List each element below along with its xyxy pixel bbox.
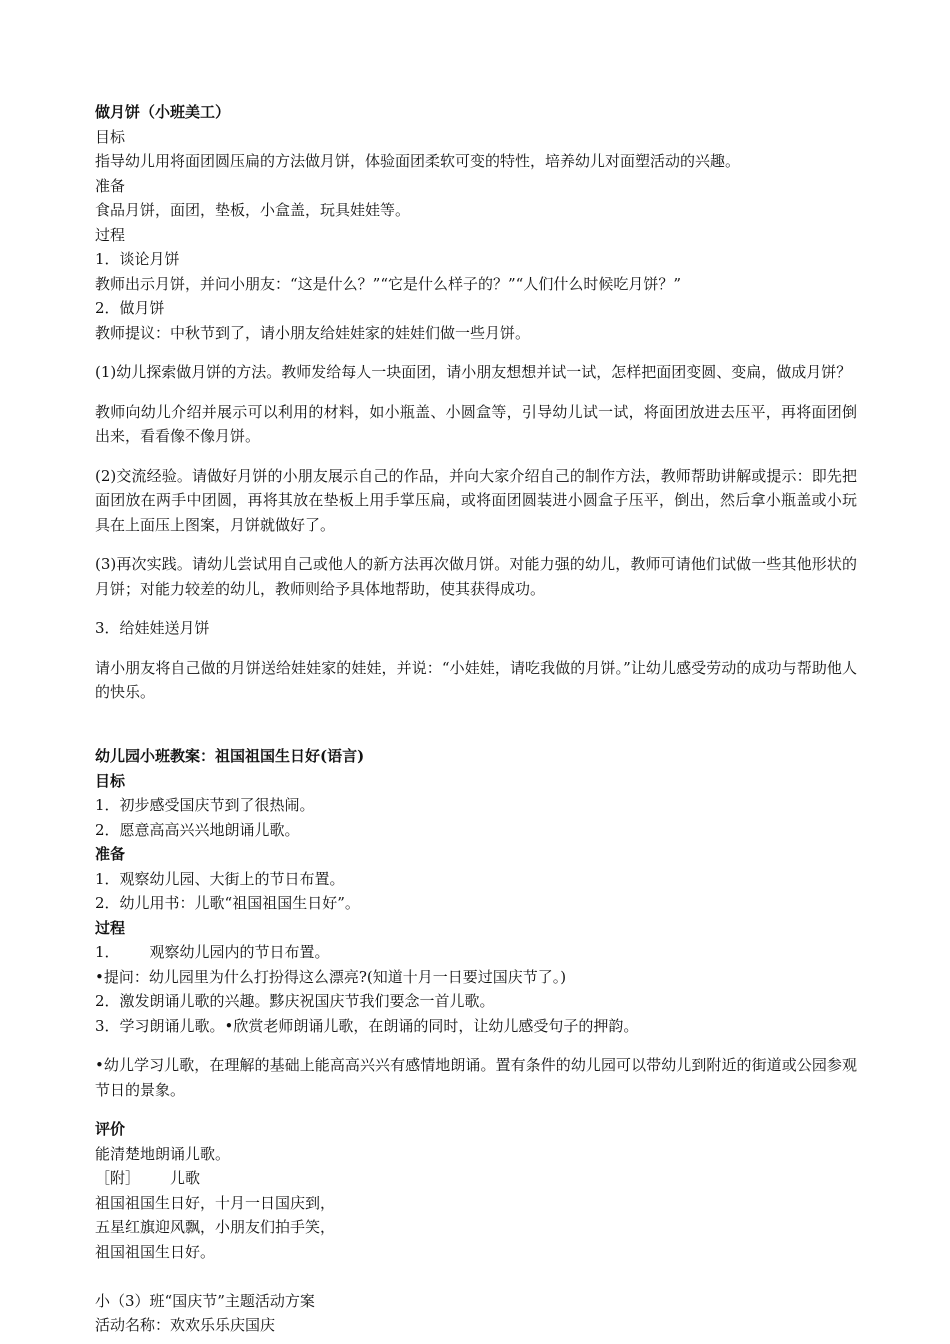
section2-goal-heading: 目标 (95, 771, 126, 790)
section2-title: 幼儿园小班教案：祖国祖国生日好(语言) (95, 747, 365, 765)
section1-prep-heading: 准备 (95, 176, 126, 195)
section2-process-1-number: 1． (95, 943, 120, 961)
poem-line-3: 祖国祖国生日好。 (95, 1242, 216, 1261)
section2-eval-text: 能清楚地朗诵儿歌。 (95, 1144, 231, 1163)
section-gap (95, 720, 857, 745)
section1-step2-paragraph-2: 教师向幼儿介绍并展示可以利用的材料，如小瓶盖、小圆盒等，引导幼儿试一试，将面团放进去压平，再将面团倒出来，看看像不像月饼。 (95, 402, 857, 445)
poem-line-1: 祖国祖国生日好，十月一日国庆到， (95, 1193, 336, 1212)
section1-prep-text: 食品月饼，面团，垫板，小盒盖，玩具娃娃等。 (95, 201, 411, 219)
section1-step1-text: 教师出示月饼，并问小朋友：“这是什么？”“它是什么样子的？”“人们什么时候吃月饼？” (95, 274, 682, 293)
section2-appendix-title: 儿歌 (170, 1169, 201, 1187)
section3-activity-name: 活动名称：欢欢乐乐庆国庆 (95, 1316, 276, 1334)
section1-goal-heading: 目标 (95, 127, 126, 146)
section1-step2-title: 2．做月饼 (95, 299, 165, 317)
section1-step1-title: 1．谈论月饼 (95, 250, 180, 268)
section1-step2-paragraph-3: (2)交流经验。请做好月饼的小朋友展示自己的作品，并向大家介绍自己的制作方法，教师帮助讲解或提示：即先把面团放在两手中团圆，再将其放在垫板上用手掌压扁，或将面团圆装进小圆盒子压平，倒出，然后拿小瓶盖或小玩具在上面压上图案，月饼就做好了。 (95, 466, 857, 534)
section3-title: 小（3）班“国庆节”主题活动方案 (95, 1291, 315, 1310)
section2-process-4: •幼儿学习儿歌，在理解的基础上能高高兴兴有感情地朗诵。置有条件的幼儿园可以带幼儿到附近的街道或公园参观节日的景象。 (95, 1056, 857, 1099)
section1-title: 做月饼（小班美工） (95, 103, 231, 121)
section2-process-question: •提问：幼儿园里为什么打扮得这么漂亮?(知道十月一日要过国庆节了。) (95, 967, 567, 986)
section1-step2-paragraph-4: (3)再次实践。请幼儿尝试用自己或他人的新方法再次做月饼。对能力强的幼儿，教师可请他们试做一些其他形状的月饼；对能力较差的幼儿，教师则给予具体地帮助，使其获得成功。 (95, 555, 857, 598)
section1-process-heading: 过程 (95, 225, 126, 244)
section1-step2-paragraph-1: (1)幼儿探索做月饼的方法。教师发给每人一块面团，请小朋友想想并试一试，怎样把面团变圆、变扁，做成月饼？ (95, 363, 852, 381)
section2-process-3: 3．学习朗诵儿歌。•欣赏老师朗诵儿歌，在朗诵的同时，让幼儿感受句子的押韵。 (95, 1016, 639, 1035)
section2-process-2: 2．激发朗诵儿歌的兴趣。黟庆祝国庆节我们要念一首儿歌。 (95, 992, 495, 1010)
section2-prep-2: 2．幼儿用书：儿歌“祖国祖国生日好”。 (95, 894, 360, 912)
section1-step3-title: 3．给娃娃送月饼 (95, 619, 210, 637)
section2-appendix (95, 1166, 857, 1191)
section-gap (95, 1264, 857, 1289)
section2-goal-1: 1．初步感受国庆节到了很热闹。 (95, 796, 315, 814)
section2-process-heading: 过程 (95, 918, 126, 937)
section2-prep-heading: 准备 (95, 845, 126, 863)
section2-process-1-text: 观察幼儿园内的节日布置。 (149, 943, 330, 961)
document-page (95, 100, 857, 1338)
poem-line-2: 五星红旗迎风飘，小朋友们拍手笑， (95, 1218, 336, 1236)
section2-process-1 (95, 940, 857, 965)
section2-appendix-label: ［附］ (95, 1169, 141, 1187)
section1-step3-text: 请小朋友将自己做的月饼送给娃娃家的娃娃，并说：“小娃娃，请吃我做的月饼。”让幼儿感受劳动的成功与帮助他人的快乐。 (95, 658, 857, 701)
section1-step2-text: 教师提议：中秋节到了，请小朋友给娃娃家的娃娃们做一些月饼。 (95, 323, 531, 342)
section1-goal-text: 指导幼儿用将面团圆压扁的方法做月饼，体验面团柔软可变的特性，培养幼儿对面塑活动的兴趣。 (95, 152, 741, 170)
section2-prep-1: 1．观察幼儿园、大街上的节日布置。 (95, 869, 345, 888)
section2-goal-2: 2．愿意高高兴兴地朗诵儿歌。 (95, 820, 300, 839)
section2-eval-heading: 评价 (95, 1120, 126, 1138)
